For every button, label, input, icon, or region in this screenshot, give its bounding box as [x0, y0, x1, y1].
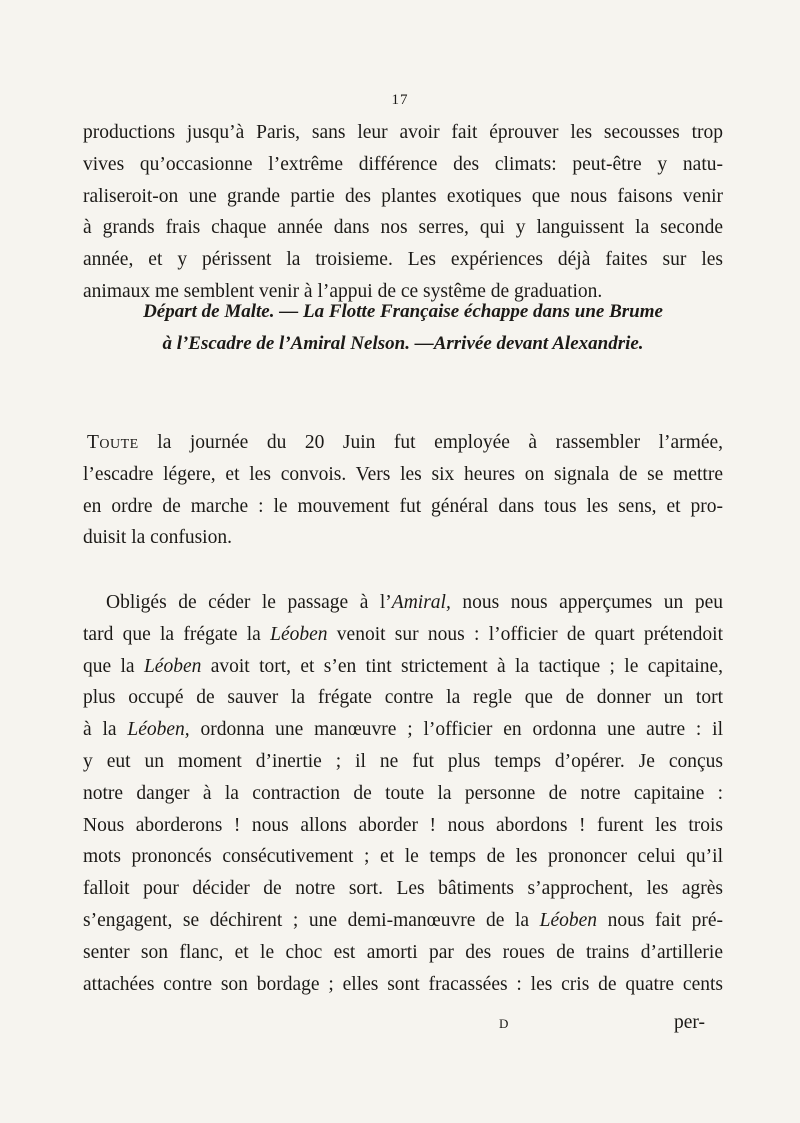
paragraph-3-line: notre danger à la contraction de toute la personne de notre capitaine :: [83, 782, 723, 804]
paragraph-3-line: [83, 619, 723, 651]
paragraph-3-line: [83, 651, 723, 683]
text-run: s’engagent, se déchirent ; une demi-manœuvre de la: [83, 909, 540, 931]
paragraph-2: [83, 427, 723, 554]
paragraph-2-first-line: [83, 427, 723, 459]
text-run: que la: [83, 655, 144, 677]
paragraph-1-line: animaux me semblent venir à l’appui de ce systême de graduation.: [83, 280, 603, 302]
section-heading-line-1: Départ de Malte. — La Flotte Française échappe dans une Brume: [143, 301, 663, 322]
section-heading-line-2: à l’Escadre de l’Amiral Nelson. —Arrivée devant Alexandrie.: [162, 333, 644, 354]
page-number: 17: [391, 92, 409, 108]
paragraph-3-line: [83, 905, 723, 937]
paragraph-3-line: Nous aborderons ! nous allons aborder ! nous abordons ! furent les trois: [83, 814, 723, 836]
opening-word: Toute: [87, 432, 139, 453]
ship-name-italic: Léoben: [539, 909, 598, 931]
paragraph-2-line: l’escadre légere, et les convois. Vers les six heures on signala de se mettre: [83, 463, 723, 485]
paragraph-3-line: falloit pour décider de notre sort. Les bâtiments s’approchent, les agrès: [83, 878, 723, 900]
paragraph-1-line: vives qu’occasionne l’extrême différence des climats: peut-être y natu-: [83, 153, 723, 175]
paragraph-3-line: senter son flanc, et le choc est amorti par des roues de trains d’artillerie: [83, 941, 723, 963]
ship-name-italic: Léoben: [270, 623, 328, 645]
paragraph-3: [83, 587, 723, 1000]
text-run: tard que la frégate la: [83, 623, 271, 645]
text-run: à la: [83, 719, 128, 741]
text-run: ordonna une manœuvre ; l’officier en ordonna une autre : il: [189, 719, 723, 741]
text-run: nous nous apperçumes un peu: [450, 592, 723, 613]
paragraph-1: [83, 117, 723, 308]
paragraph-1-line: raliseroit-on une grande partie des plantes exotiques que nous faisons venir: [83, 185, 723, 207]
paragraph-1-line: année, et y périssent la troisieme. Les expériences déjà faites sur les: [83, 249, 723, 271]
page-footer: [83, 1012, 723, 1044]
paragraph-1-line: à grands frais chaque année dans nos serres, qui y languissent la seconde: [83, 217, 723, 239]
paragraph-2-line: duisit la confusion.: [83, 527, 232, 549]
paragraph-3-line: attachées contre son bordage ; elles sont fracassées : les cris de quatre cents: [83, 973, 723, 995]
ship-name-italic: Léoben: [143, 655, 202, 677]
paragraph-3-line: plus occupé de sauver la frégate contre la regle que de donner un tort: [83, 687, 723, 709]
paragraph-1-line: productions jusqu’à Paris, sans leur avoir fait éprouver les secousses trop: [83, 122, 723, 143]
signature-mark: D: [499, 1016, 510, 1031]
text-run: avoit tort, et s’en tint strictement à la tactique ; le capitaine,: [201, 655, 723, 677]
paragraph-3-line: [83, 714, 723, 746]
section-heading: [83, 296, 723, 360]
paragraph-3-line: mots prononcés consécutivement ; et le temps de les prononcer celui qu’il: [83, 846, 723, 868]
paragraph-2-line: en ordre de marche : le mouvement fut général dans tous les sens, et pro-: [83, 495, 723, 517]
ship-name-italic: Léoben,: [127, 719, 190, 741]
ship-name-italic: Amiral,: [391, 592, 451, 613]
text-run: Obligés de céder le passage à l’: [106, 592, 392, 613]
paragraph-3-line: y eut un moment d’inertie ; il ne fut plus temps d’opérer. Je conçus: [83, 750, 723, 772]
paragraph-2-first-line-rest: la journée du 20 Juin fut employée à rassembler l’armée,: [138, 432, 723, 453]
catchword: per-: [673, 1012, 705, 1033]
paragraph-3-line: [83, 587, 723, 619]
text-run: nous fait pré-: [597, 909, 724, 931]
text-run: venoit sur nous : l’officier de quart prétendoit: [327, 623, 723, 645]
